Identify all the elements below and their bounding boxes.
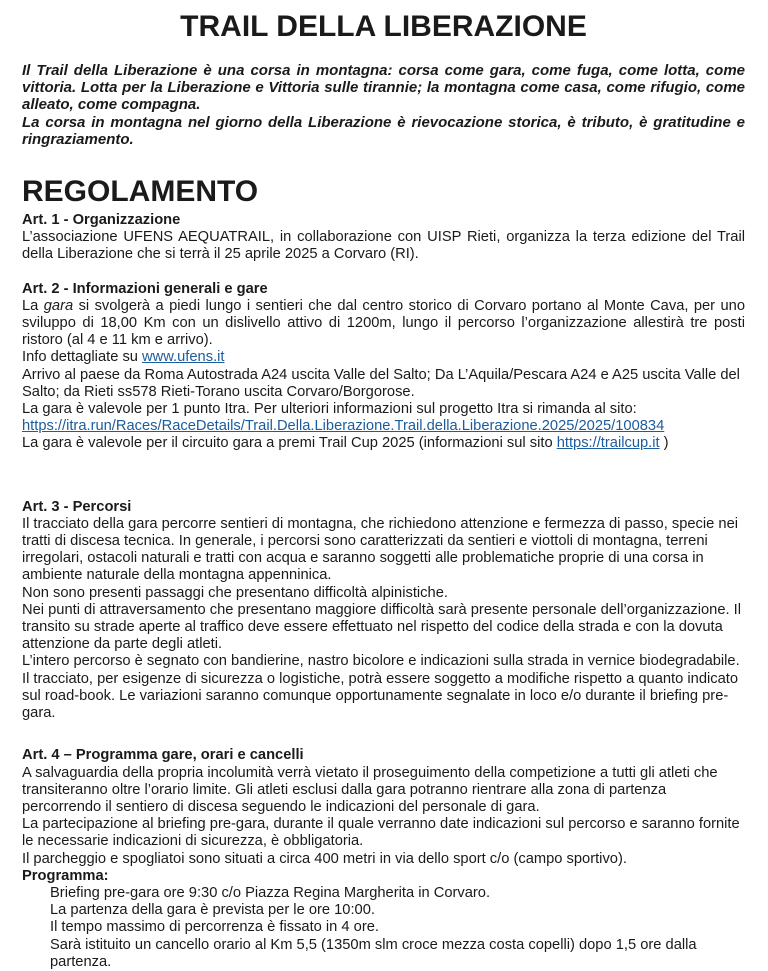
- programma-item-partenza: La partenza della gara è prevista per le ore 10:00.: [50, 902, 375, 919]
- article-3-heading: Art. 3 - Percorsi: [22, 498, 132, 515]
- intro-paragraph-2: La corsa in montagna nel giorno della Liberazione è rievocazione storica, è tributo, è gratitudine e ringraziamento.: [22, 113, 745, 148]
- article-4-paragraph-2: La partecipazione al briefing pre-gara, durante il quale verranno date indicazioni sul percorso e saranno fornite le necessarie indicazioni di sicurezza, è obbligatoria.: [22, 816, 740, 850]
- article-2-p1-pre: La: [22, 297, 44, 314]
- article-2-p5-post: ): [659, 435, 669, 452]
- article-2-itra-link-line: [22, 418, 745, 435]
- programma-item-tempo-massimo: Il tempo massimo di percorrenza è fissato in 4 ore.: [50, 919, 379, 936]
- programma-list: [22, 885, 745, 971]
- ufens-link[interactable]: www.ufens.it: [142, 349, 225, 366]
- article-2-paragraph-4: La gara è valevole per 1 punto Itra. Per ulteriori informazioni sul progetto Itra si rimanda al sito:: [22, 401, 637, 418]
- programma-item-briefing: Briefing pre-gara ore 9:30 c/o Piazza Regina Margherita in Corvaro.: [50, 884, 491, 901]
- article-4: [22, 747, 745, 971]
- intro-section: [22, 62, 745, 148]
- regolamento-heading: REGOLAMENTO: [22, 175, 259, 209]
- itra-link[interactable]: https://itra.run/Races/RaceDetails/Trail.Della.Liberazione.Trail.della.Liberazione.2025/2025/100834: [22, 418, 665, 435]
- article-4-paragraph-1: A salvaguardia della propria incolumità verrà vietato il proseguimento della competizione a tutti gli atleti che transiteranno oltre l’orario limite. Gli atleti esclusi dalla gara potranno rientrare alla zona di partenza percorrendo il sentiero di discesa seguendo le indicazioni del personale di gara.: [22, 764, 718, 815]
- article-1: [22, 212, 745, 264]
- page-title: TRAIL DELLA LIBERAZIONE: [180, 10, 587, 43]
- article-3-paragraph-1: Il tracciato della gara percorre sentieri di montagna, che richiedono attenzione e fermezza di passo, specie nei tratti di discesa tecnica. In generale, i percorsi sono caratterizzati da sentieri e viottoli di montagna, terreni irregolari, ostacoli naturali e tratti con acqua e saranno soggetti alle problematiche proprie di una corsa in ambiente naturale della montagna appenninica.: [22, 515, 739, 584]
- trailcup-link[interactable]: https://trailcup.it: [556, 435, 660, 452]
- article-2-info-line: [22, 349, 745, 366]
- article-2-p1-gara-italic: gara: [43, 297, 74, 314]
- programma-item-cancello: Sarà istituito un cancello orario al Km 5,5 (1350m slm croce mezza costa copelli) dopo 1,5 ore dalla partenza.: [50, 936, 697, 970]
- article-3-paragraph-2: Non sono presenti passaggi che presentano difficoltà alpinistiche.: [22, 584, 448, 601]
- article-1-text: L’associazione UFENS AEQUATRAIL, in collaborazione con UISP Rieti, organizza la terza edizione del Trail della Liberazione che si terrà il 25 aprile 2025 a Corvaro (RI).: [22, 229, 745, 263]
- info-label: Info dettagliate su: [22, 349, 143, 366]
- article-2-p5-pre: La gara è valevole per il circuito gara a premi Trail Cup 2025 (informazioni sul sito: [22, 435, 557, 452]
- article-2-paragraph-5: [22, 435, 745, 452]
- article-2-p1-post: si svolgerà a piedi lungo i sentieri che dal centro storico di Corvaro portano al Monte Cava, per uno sviluppo di 18,00 Km con un dislivello attivo di 1200m, lungo il percorso l’organizzazione allestirà tre posti ristoro (al 4 e 11 km e arrivo).: [22, 297, 745, 349]
- article-4-heading: Art. 4 – Programma gare, orari e cancelli: [22, 747, 304, 764]
- article-2-paragraph-1: [22, 298, 745, 350]
- programma-label: Programma:: [22, 867, 109, 884]
- intro-paragraph-1: Il Trail della Liberazione è una corsa in montagna: corsa come gara, come fuga, come lotta, come vittoria. Lotta per la Liberazione e Vittoria sulle tirannie; la montagna come casa, come rifugio, come alleato, come compagna.: [22, 62, 745, 114]
- article-4-paragraph-3: Il parcheggio e spogliatoi sono situati a circa 400 metri in via dello sport c/o (campo sportivo).: [22, 850, 627, 867]
- article-3-paragraph-3: Nei punti di attraversamento che presentano maggiore difficoltà sarà presente personale dell’organizzazione. Il transito su strade aperte al traffico deve essere effettuato nel rispetto del codice della strada e con la dovuta attenzione da parte degli atleti.: [22, 601, 742, 653]
- article-1-heading: Art. 1 - Organizzazione: [22, 212, 181, 229]
- article-3: [22, 499, 745, 723]
- article-3-paragraph-4: L’intero percorso è segnato con bandierine, nastro bicolore e indicazioni sulla strada in vernice biodegradabile. Il tracciato, per esigenze di sicurezza o logistiche, potrà essere soggetto a modifiche rispetto a quanto indicato sul road-book. Le variazioni saranno comunque opportunamente segnalate in loco e/o durante il briefing pre-gara.: [22, 653, 740, 722]
- article-2-heading: Art. 2 - Informazioni generali e gare: [22, 280, 268, 297]
- article-2: [22, 281, 745, 453]
- article-2-paragraph-3: Arrivo al paese da Roma Autostrada A24 uscita Valle del Salto; Da L’Aquila/Pescara A24 e A25 uscita Valle del Salto; da Rieti ss578 Rieti-Torano uscita Corvaro/Borgorose.: [22, 366, 740, 400]
